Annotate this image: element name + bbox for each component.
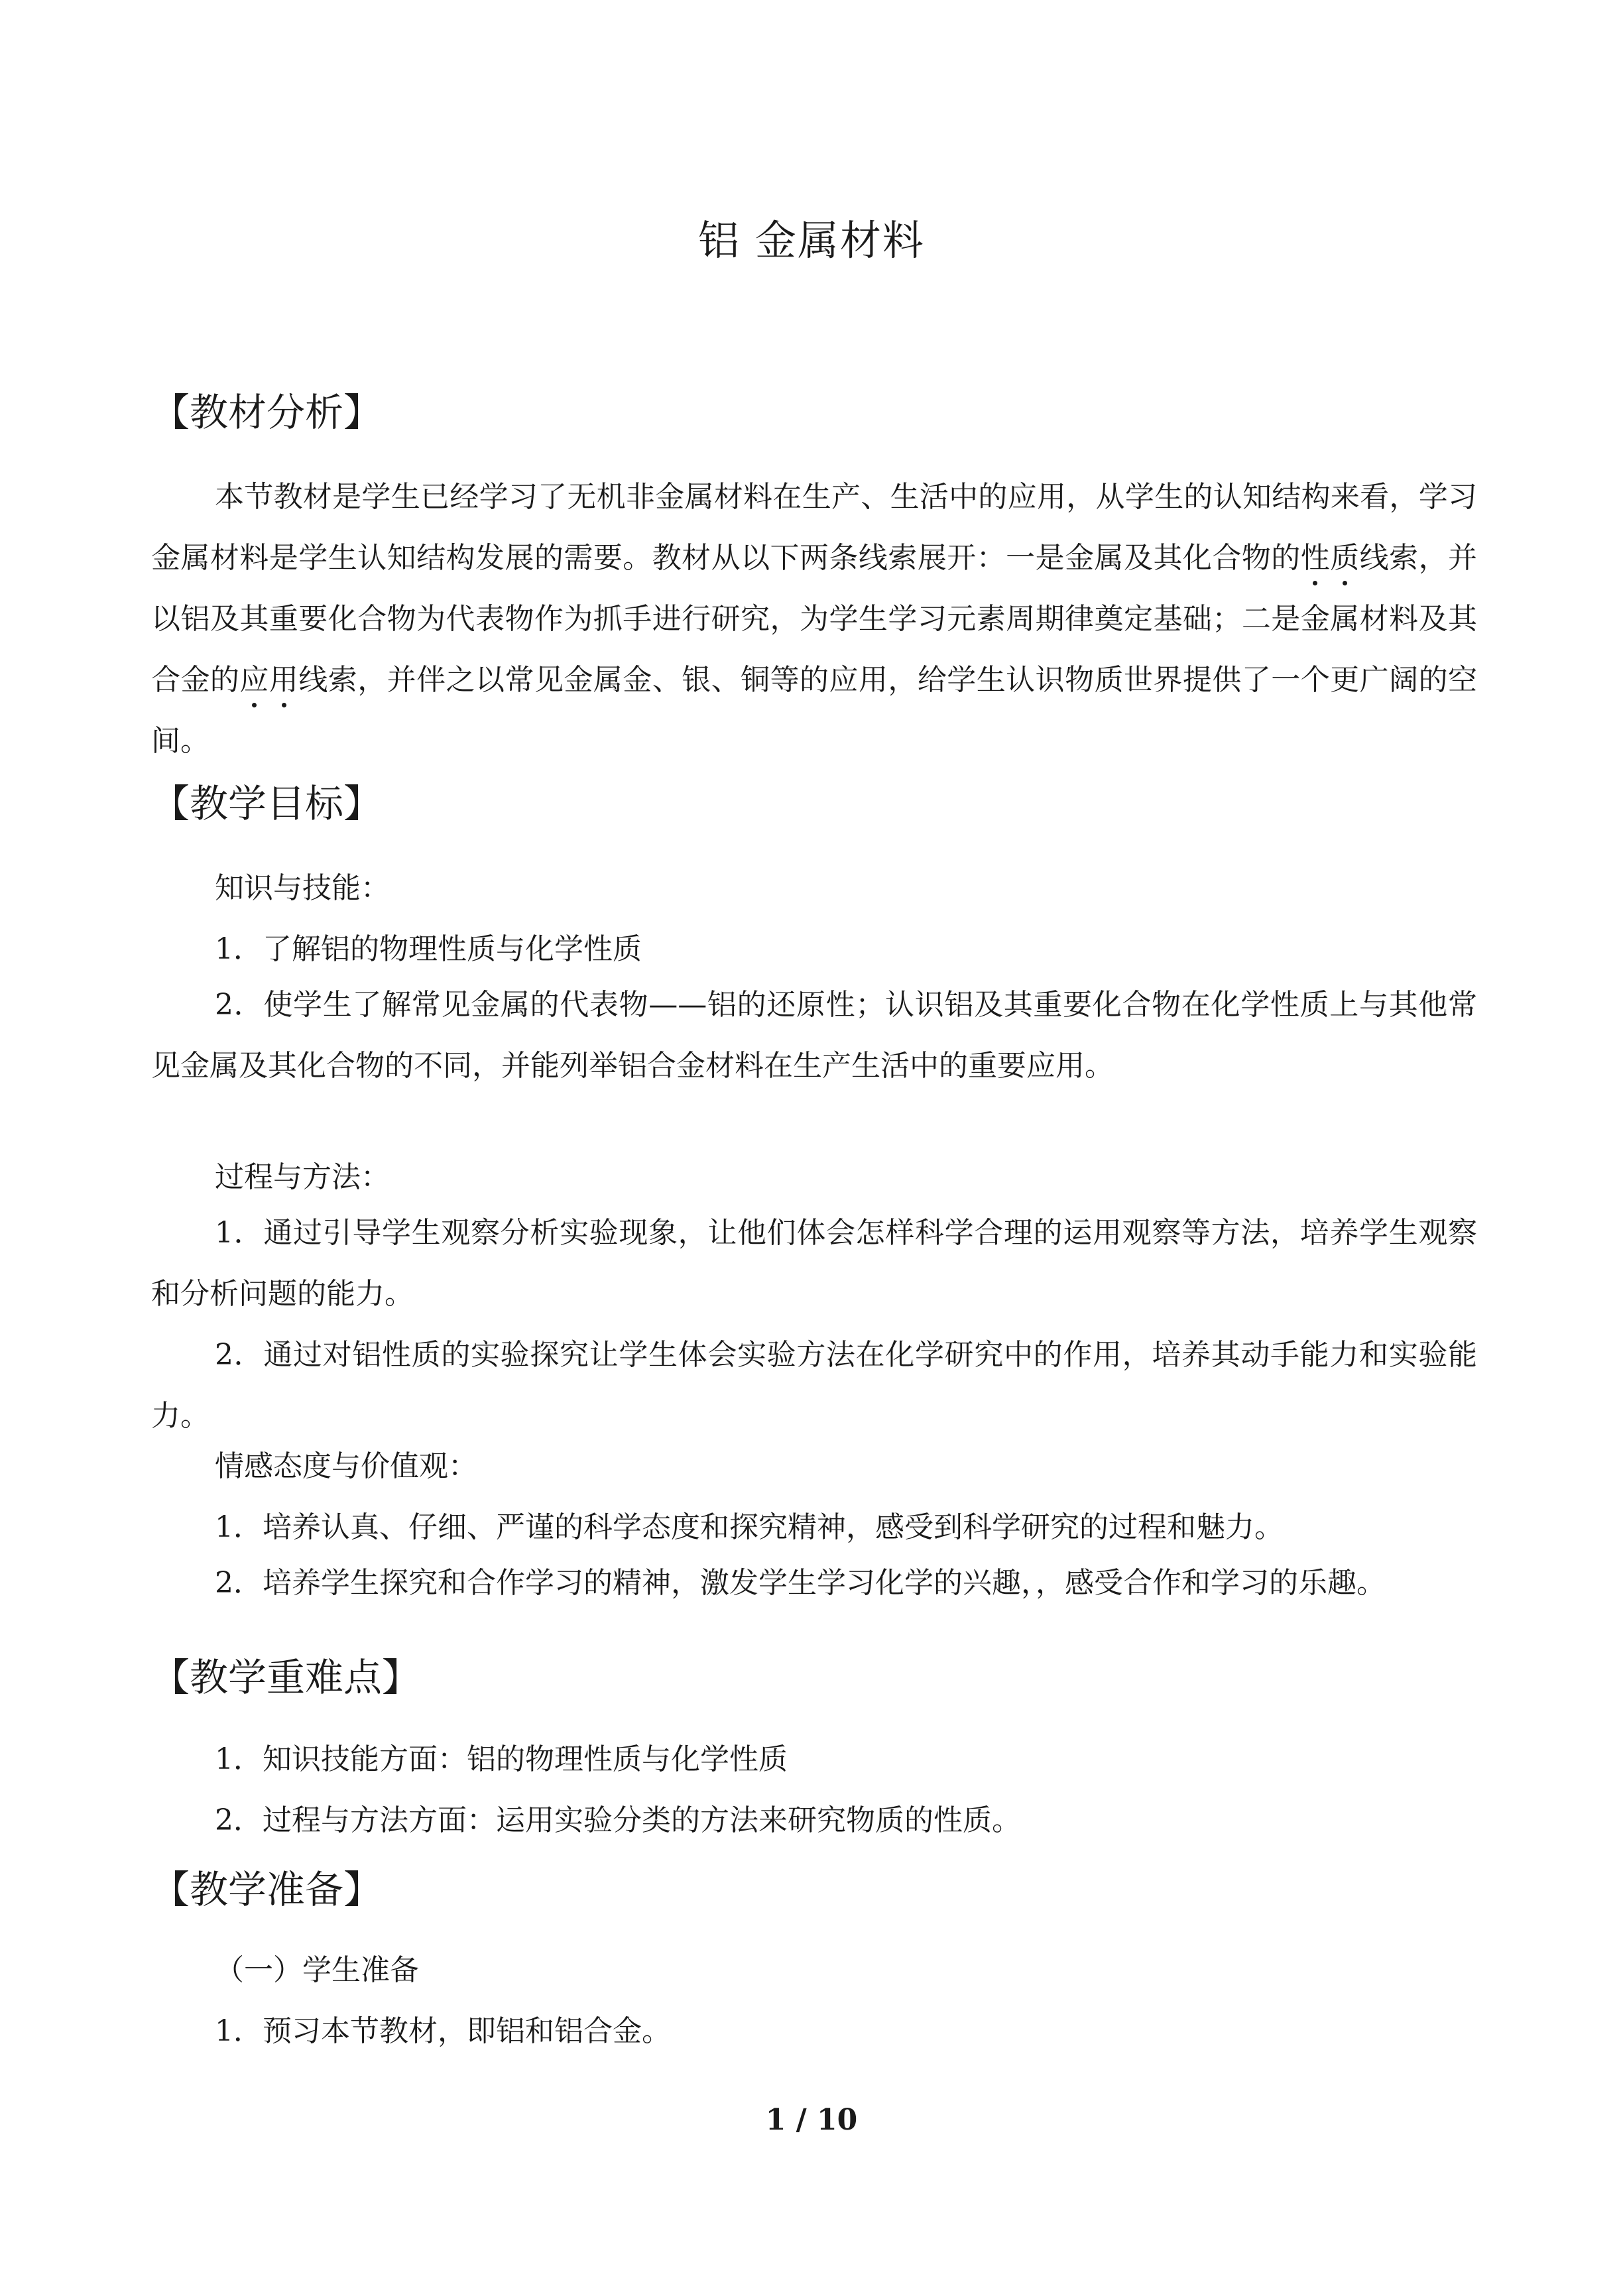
emphasis-dot-char: 应 [239,663,269,697]
keypoints-item: 2．过程与方法方面：运用实验分类的方法来研究物质的性质。 [215,1803,1021,1837]
emphasis-dot-char: 性 [1300,541,1331,575]
goals-item: 2．通过对铝性质的实验探究让学生体会实验方法在化学研究中的作用，培养其动手能力和实验能力。 [151,1338,1477,1433]
emphasis-word-property [1301,541,1360,575]
section-heading-keypoints: 【教学重难点】 [151,1655,421,1700]
goals-item: 1．通过引导学生观察分析实验现象，让他们体会怎样科学合理的运用观察等方法，培养学生观察和分析问题的能力。 [151,1216,1477,1311]
emphasis-dot-char: 质 [1330,541,1360,575]
keypoints-item: 1．知识技能方面：铝的物理性质与化学性质 [215,1742,788,1776]
goals-subheading-emotion: 情感态度与价值观： [215,1449,477,1483]
analysis-paragraph [151,467,1477,772]
section-heading-goals: 【教学目标】 [151,781,383,826]
prep-item: 1．预习本节教材，即铝和铝合金。 [215,2014,671,2048]
goals-subheading-knowledge: 知识与技能： [215,871,390,905]
emphasis-dot-char: 用 [269,663,299,697]
section-heading-prep: 【教学准备】 [151,1867,383,1912]
prep-subheading-student: （一）学生准备 [215,1953,419,1987]
analysis-text-part-3: 线索，并伴之以常见金属金、银、铜等的应用，给学生认识物质世界提供了一个更广阔的空间。 [151,663,1478,758]
goals-item: 1．培养认真、仔细、严谨的科学态度和探究精神，感受到科学研究的过程和魅力。 [215,1510,1284,1544]
goals-item: 1．了解铝的物理性质与化学性质 [215,932,642,966]
emphasis-word-application [239,663,298,697]
page-title: 铝 金属材料 [698,216,925,265]
goals-subheading-process: 过程与方法： [215,1160,390,1194]
goals-item: 2．培养学生探究和合作学习的精神，激发学生学习化学的兴趣，，感受合作和学习的乐趣。 [215,1566,1386,1600]
section-heading-analysis: 【教材分析】 [151,390,383,435]
analysis-text-part-1: 本节教材是学生已经学习了无机非金属材料在生产、生活中的应用，从学生的认知结构来看，学习金属材料是学生认知结构发展的需要。教材从以下两条线索展开：一是金属及其化合物的 [151,480,1477,575]
page-number: 1 / 10 [765,2103,858,2137]
goals-item: 2．使学生了解常见金属的代表物——铝的还原性；认识铝及其重要化合物在化学性质上与其他常见金属及其化合物的不同，并能列举铝合金材料在生产生活中的重要应用。 [151,988,1477,1083]
analysis-text-part-2: 线索，并以铝及其重要化合物为代表物作为抓手进行研究，为学生学习元素周期律奠定基础；二是金属材料及其合金的 [151,541,1478,697]
